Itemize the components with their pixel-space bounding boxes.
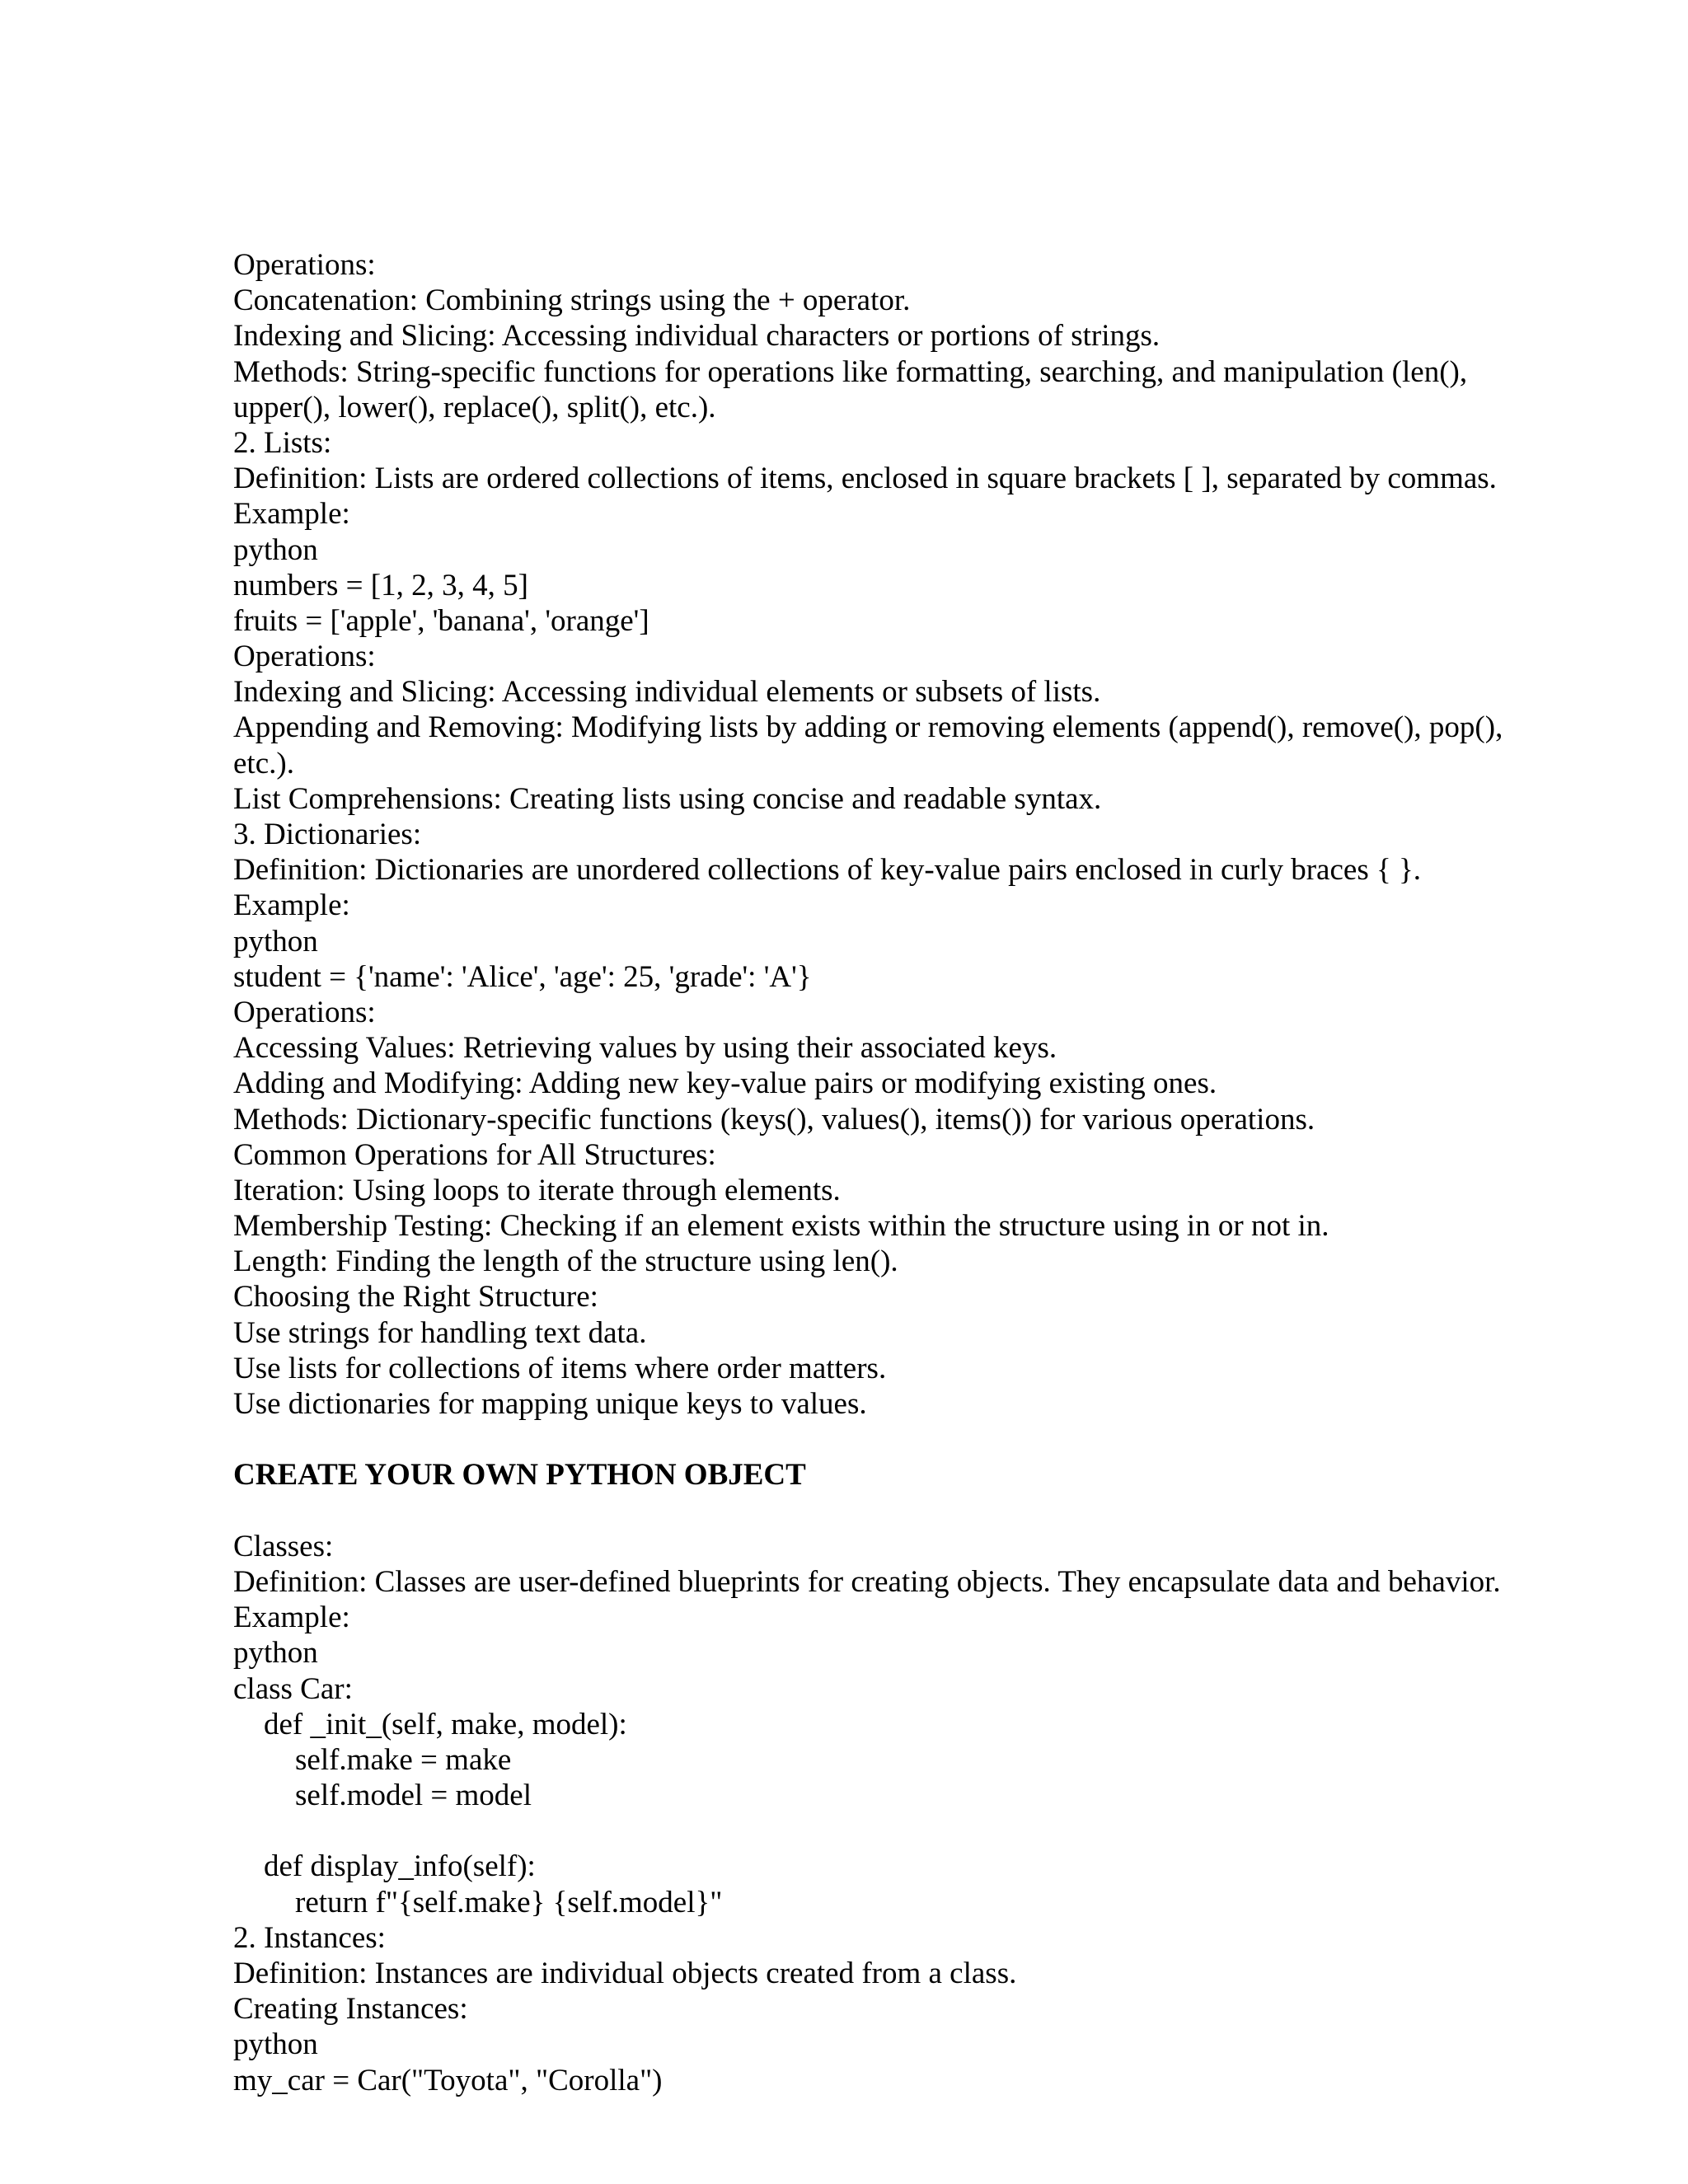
text-line: Example: bbox=[233, 888, 350, 923]
text-line: Use lists for collections of items where order matters. bbox=[233, 1351, 887, 1385]
code-line: my_car = Car("Toyota", "Corolla") bbox=[233, 2063, 663, 2097]
section-heading: CREATE YOUR OWN PYTHON OBJECT bbox=[233, 1458, 806, 1493]
text-line: python bbox=[233, 1636, 318, 1671]
text-line: Indexing and Slicing: Accessing individual characters or portions of strings. bbox=[233, 319, 1160, 354]
text-line: 2. Lists: bbox=[233, 425, 332, 460]
text-line: Definition: Lists are ordered collections of items, enclosed in square brackets [ ], separated by commas. bbox=[233, 462, 1497, 496]
code-line: def _init_(self, make, model): bbox=[264, 1707, 627, 1741]
text-line: python bbox=[233, 924, 318, 958]
text-line: Membership Testing: Checking if an element exists within the structure using in or not in. bbox=[233, 1209, 1329, 1244]
code-line: return f"{self.make} {self.model}" bbox=[295, 1885, 723, 1919]
text-line: python bbox=[233, 532, 318, 567]
text-line: Methods: String-specific functions for operations like formatting, searching, and manipulation (len(), bbox=[233, 354, 1468, 389]
text-line: Operations: bbox=[233, 995, 376, 1029]
text-line: Creating Instances: bbox=[233, 1992, 468, 2027]
text-line: Concatenation: Combining strings using the + operator. bbox=[233, 284, 911, 318]
text-line: 2. Instances: bbox=[233, 1920, 386, 1955]
text-line: Classes: bbox=[233, 1529, 334, 1563]
spacer bbox=[233, 1813, 1552, 1849]
code-line: fruits = ['apple', 'banana', 'orange'] bbox=[233, 603, 649, 638]
code-line: numbers = [1, 2, 3, 4, 5] bbox=[233, 568, 528, 602]
code-line: class Car: bbox=[233, 1671, 353, 1706]
text-line: Example: bbox=[233, 1601, 350, 1635]
code-line: self.model = model bbox=[295, 1779, 532, 1813]
text-line: Definition: Dictionaries are unordered collections of key-value pairs enclosed in curly braces { }. bbox=[233, 853, 1421, 888]
text-line: python bbox=[233, 2027, 318, 2062]
text-line: Appending and Removing: Modifying lists by adding or removing elements (append(), remove(), pop(), bbox=[233, 710, 1503, 745]
code-line: student = {'name': 'Alice', 'age': 25, 'grade': 'A'} bbox=[233, 959, 812, 994]
text-line: Use dictionaries for mapping unique keys to values. bbox=[233, 1387, 867, 1421]
text-line: Use strings for handling text data. bbox=[233, 1315, 647, 1350]
text-line: Length: Finding the length of the structure using len(). bbox=[233, 1244, 898, 1279]
spacer bbox=[233, 1422, 1552, 1457]
text-line: Indexing and Slicing: Accessing individual elements or subsets of lists. bbox=[233, 675, 1101, 710]
page-body bbox=[233, 247, 1552, 2098]
text-line: Accessing Values: Retrieving values by using their associated keys. bbox=[233, 1031, 1057, 1066]
text-line: Iteration: Using loops to iterate through elements. bbox=[233, 1173, 841, 1207]
text-line: Definition: Instances are individual objects created from a class. bbox=[233, 1957, 1017, 1990]
text-line: Common Operations for All Structures: bbox=[233, 1137, 716, 1172]
text-line: etc.). bbox=[233, 746, 294, 780]
code-line: self.make = make bbox=[295, 1742, 512, 1777]
text-line: List Comprehensions: Creating lists using concise and readable syntax. bbox=[233, 781, 1102, 816]
spacer bbox=[233, 1493, 1552, 1529]
code-line: def display_info(self): bbox=[264, 1849, 536, 1884]
text-line: Operations: bbox=[233, 640, 376, 674]
text-line: Definition: Classes are user-defined blueprints for creating objects. They encapsulate data and behavior. bbox=[233, 1564, 1501, 1599]
text-line: Adding and Modifying: Adding new key-value pairs or modifying existing ones. bbox=[233, 1066, 1217, 1101]
text-line: Choosing the Right Structure: bbox=[233, 1280, 598, 1315]
text-line: Operations: bbox=[233, 248, 376, 282]
text-line: Methods: Dictionary-specific functions (keys(), values(), items()) for various operations. bbox=[233, 1102, 1315, 1137]
text-line: Example: bbox=[233, 497, 350, 532]
text-line: 3. Dictionaries: bbox=[233, 818, 422, 851]
text-line: upper(), lower(), replace(), split(), etc.). bbox=[233, 390, 716, 424]
